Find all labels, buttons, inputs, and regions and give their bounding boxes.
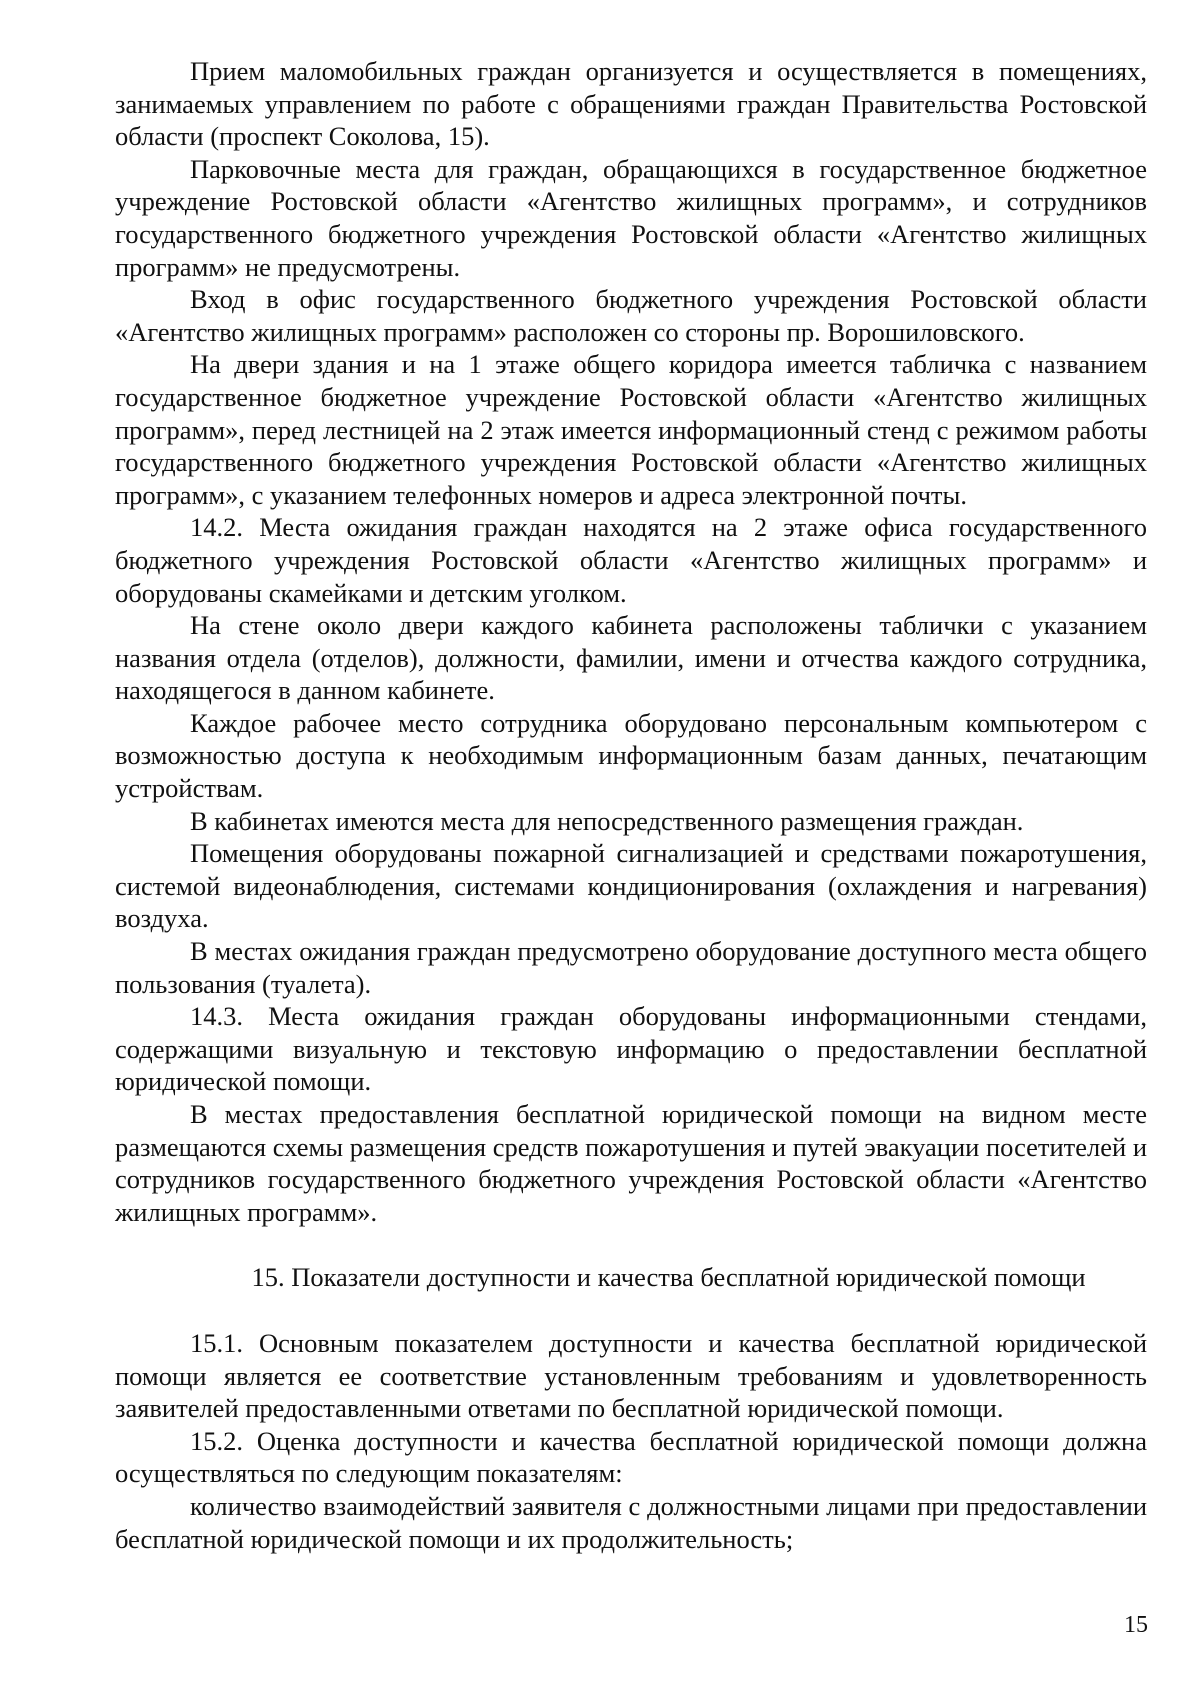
paragraph: В местах ожидания граждан предусмотрено оборудование доступного места общего пользования (туалета). [115, 936, 1147, 999]
paragraph: Парковочные места для граждан, обращающихся в государственное бюджетное учреждение Ростовской области «Агентство жилищных программ», и сотрудников государственного бюджетного учреждения Ростовской области «Агентство жилищных программ» не предусмотрены. [115, 153, 1147, 282]
paragraph: Помещения оборудованы пожарной сигнализацией и средствами пожаротушения, системой видеонаблюдения, системами кондиционирования (охлаждения и нагревания) воздуха. [115, 838, 1147, 934]
paragraph: На стене около двери каждого кабинета расположены таблички с указанием названия отдела (отделов), должности, фамилии, имени и отчества каждого сотрудника, находящегося в данном кабинете. [115, 610, 1147, 706]
paragraph: Прием маломобильных граждан организуется и осуществляется в помещениях, занимаемых управлением по работе с обращениями граждан Правительства Ростовской области (проспект Соколова, 15). [115, 56, 1147, 152]
document-page [115, 55, 1147, 1555]
paragraph: 15.1. Основным показателем доступности и качества бесплатной юридической помощи является ее соответствие установленным требованиям и удовлетворенность заявителей предоставленными ответами по бесплатной юридической помощи. [115, 1327, 1147, 1424]
page-number: 15 [1124, 1612, 1148, 1638]
paragraph: В местах предоставления бесплатной юридической помощи на видном месте размещаются схемы размещения средств пожаротушения и путей эвакуации посетителей и сотрудников государственного бюджетного учреждения Ростовской области «Агентство жилищных программ». [115, 1099, 1147, 1227]
spacer [115, 1228, 1147, 1261]
section-heading: 15. Показатели доступности и качества бесплатной юридической помощи [251, 1262, 1086, 1293]
paragraph: 14.2. Места ожидания граждан находятся на 2 этаже офиса государственного бюджетного учреждения Ростовской области «Агентство жилищных программ» и оборудованы скамейками и детским уголком. [115, 512, 1147, 608]
paragraph: количество взаимодействий заявителя с должностными лицами при предоставлении бесплатной юридической помощи и их продолжительность; [115, 1490, 1147, 1554]
paragraph: 15.2. Оценка доступности и качества бесплатной юридической помощи должна осуществляться по следующим показателям: [115, 1425, 1147, 1489]
paragraph: В кабинетах имеются места для непосредственного размещения граждан. [190, 805, 1024, 836]
paragraph: Каждое рабочее место сотрудника оборудовано персональным компьютером с возможностью доступа к необходимым информационным базам данных, печатающим устройствам. [115, 707, 1147, 804]
spacer [115, 1294, 1147, 1327]
paragraph: Вход в офис государственного бюджетного учреждения Ростовской области «Агентство жилищных программ» расположен со стороны пр. Ворошиловского. [115, 284, 1147, 347]
paragraph: На двери здания и на 1 этаже общего коридора имеется табличка с названием государственное бюджетное учреждение Ростовской области «Агентство жилищных программ», перед лестницей на 2 этаж имеется информационный стенд с режимом работы государственного бюджетного учреждения Ростовской области «Агентство жилищных программ», с указанием телефонных номеров и адреса электронной почты. [115, 349, 1147, 510]
paragraph: 14.3. Места ожидания граждан оборудованы информационными стендами, содержащими визуальную и текстовую информацию о предоставлении бесплатной юридической помощи. [115, 1001, 1147, 1097]
